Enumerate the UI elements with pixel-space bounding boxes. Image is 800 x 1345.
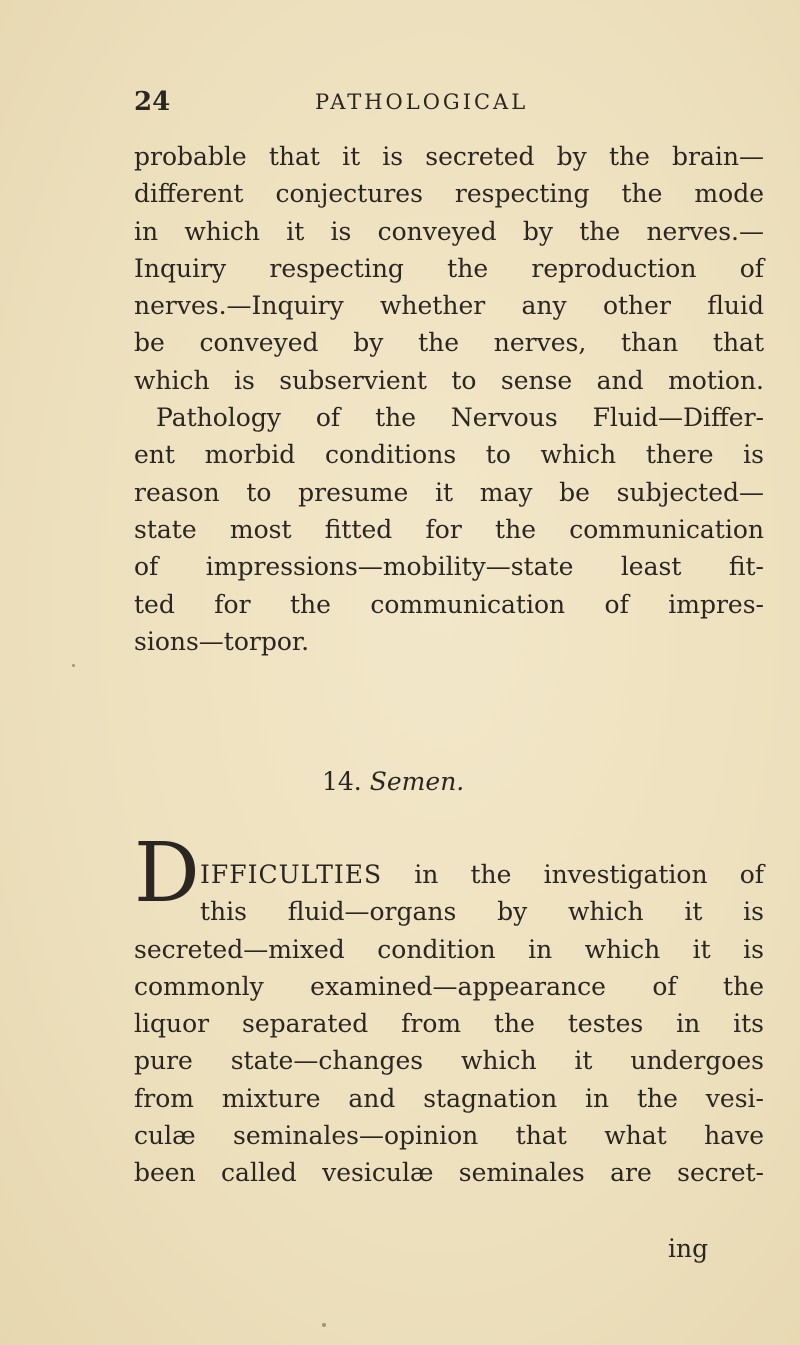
text-line: sions—torpor. xyxy=(134,626,310,656)
text-line: which is subservient to sense and motion. xyxy=(134,365,764,395)
opening-line-text: in the investigation of xyxy=(382,860,764,889)
page-number: 24 xyxy=(134,87,171,117)
text-line: ent morbid conditions to which there is xyxy=(134,440,764,470)
running-head: PATHOLOGICAL xyxy=(315,90,529,114)
text-line: of impressions—mobility—state least fit- xyxy=(134,552,764,582)
paper-spot xyxy=(322,1323,326,1327)
opening-word: IFFICULTIES xyxy=(200,860,383,889)
paper-spot xyxy=(72,664,75,667)
text-line: nerves.—Inquiry whether any other fluid xyxy=(134,291,764,321)
text-line: Pathology of the Nervous Fluid—Differ- xyxy=(156,403,764,433)
text-line: be conveyed by the nerves, than that xyxy=(134,328,764,358)
page-header xyxy=(134,84,754,120)
catchword: ing xyxy=(668,1234,709,1263)
text-line: this fluid—organs by which it is xyxy=(200,897,764,927)
section-number: 14. xyxy=(322,767,362,796)
text-line: from mixture and stagnation in the vesi- xyxy=(134,1083,764,1113)
text-line: pure state—changes which it undergoes xyxy=(134,1046,764,1076)
text-line: state most fitted for the communication xyxy=(134,514,764,544)
text-line: been called vesiculæ seminales are secret- xyxy=(134,1158,764,1188)
text-line: culæ seminales—opinion that what have xyxy=(134,1121,764,1151)
text-line: liquor separated from the testes in its xyxy=(134,1009,764,1039)
text-line: Inquiry respecting the reproduction of xyxy=(134,253,764,283)
text-line: secreted—mixed condition in which it is xyxy=(134,934,764,964)
section-heading xyxy=(322,766,464,798)
section-title: Semen. xyxy=(369,767,465,796)
text-line xyxy=(134,856,764,893)
text-line: reason to presume it may be subjected— xyxy=(134,477,764,507)
drop-cap: D xyxy=(134,826,200,921)
text-line: ted for the communication of impres- xyxy=(134,589,764,619)
paragraph-pathology-nervous-fluid xyxy=(134,138,764,660)
text-line: commonly examined—appearance of the xyxy=(134,971,764,1001)
paragraph-semen xyxy=(134,856,764,1192)
text-line: probable that it is secreted by the brain— xyxy=(134,142,764,171)
text-line: in which it is conveyed by the nerves.— xyxy=(134,216,764,246)
text-line: different conjectures respecting the mode xyxy=(134,179,764,209)
